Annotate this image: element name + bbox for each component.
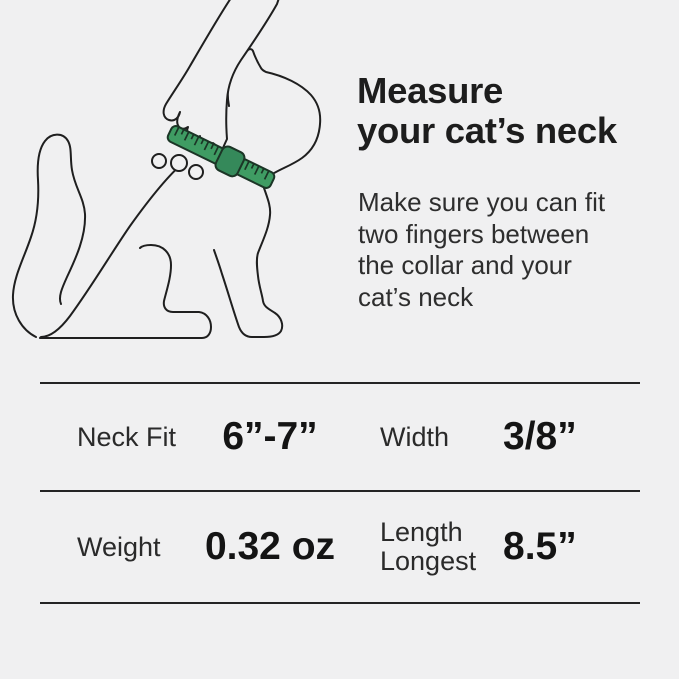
instruction-line: the collar and your (358, 250, 572, 280)
spec-value-width: 3/8” (503, 415, 577, 458)
instruction-text (358, 187, 605, 313)
spec-table (40, 382, 640, 604)
instruction-line: two fingers between (358, 218, 590, 249)
spec-row-1 (40, 382, 640, 490)
page-title (357, 71, 617, 151)
page-title-line2: your cat’s neck (357, 110, 617, 151)
page-title-line1: Measure (357, 70, 504, 111)
spec-row-2 (40, 490, 640, 602)
spec-label-weight: Weight (77, 531, 161, 562)
fingertip (189, 165, 203, 179)
spec-value-length-longest: 8.5” (503, 525, 577, 568)
cat-tail (13, 135, 85, 337)
cat-body-outline (40, 162, 211, 338)
fingertip (171, 155, 187, 171)
cat-measuring-illustration (0, 0, 345, 365)
instruction-line: Make sure you can fit (358, 187, 606, 217)
spec-value-weight: 0.32 oz (204, 525, 336, 568)
cat-head-outline (214, 49, 320, 337)
spec-value-neck-fit: 6”-7” (222, 415, 318, 458)
fingertip (152, 154, 166, 168)
instruction-line: cat’s neck (358, 281, 474, 312)
spec-label-length-longest: Length Longest (380, 517, 477, 576)
spec-label-width: Width (380, 421, 450, 452)
spec-label-neck-fit: Neck Fit (77, 421, 177, 452)
